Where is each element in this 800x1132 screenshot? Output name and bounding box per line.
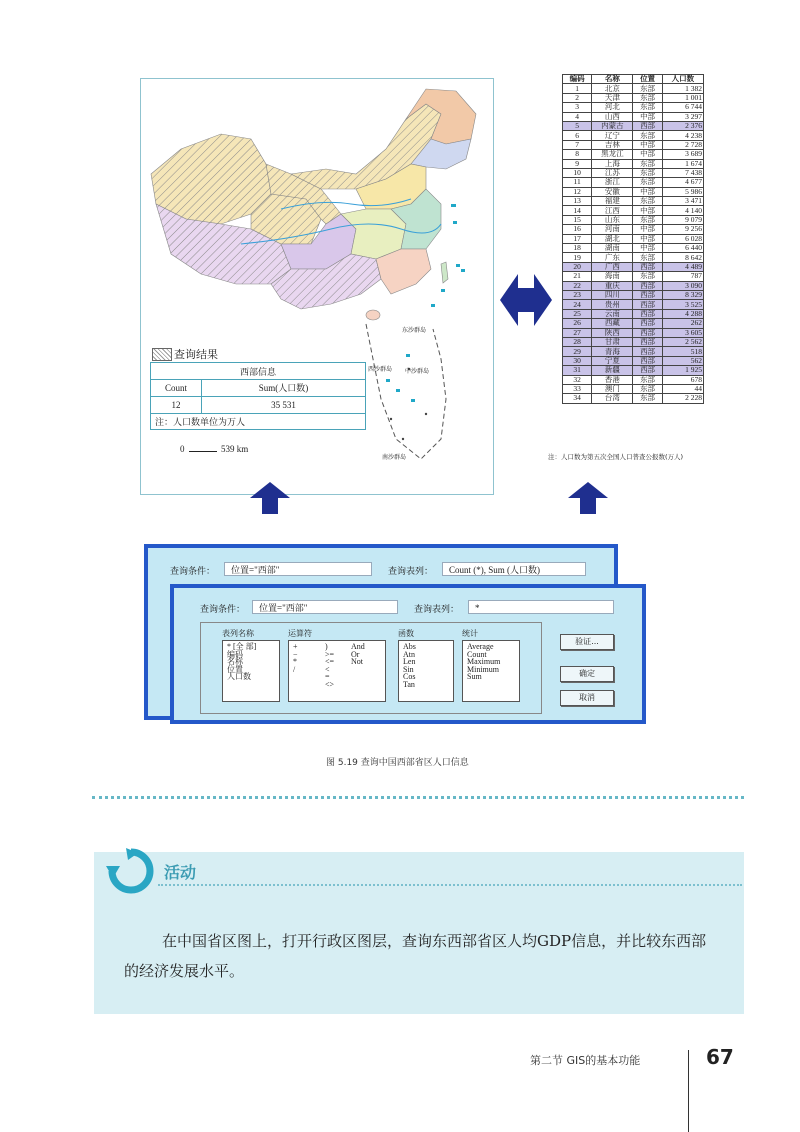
page-number: 67 bbox=[706, 1045, 734, 1069]
header-position: 位置 bbox=[633, 75, 662, 84]
operator-item[interactable]: < bbox=[325, 664, 330, 674]
table-row bbox=[563, 309, 704, 318]
column-item-position[interactable]: 位置 bbox=[227, 664, 243, 674]
cell-name: 广东 bbox=[592, 253, 633, 262]
cell-name: 四川 bbox=[592, 290, 633, 299]
cell-code: 25 bbox=[563, 309, 592, 318]
result-header-count: Count bbox=[151, 380, 202, 396]
cell-code: 1 bbox=[563, 84, 592, 93]
table-row bbox=[563, 187, 704, 196]
table-row bbox=[563, 337, 704, 346]
cell-population: 2 228 bbox=[662, 394, 703, 403]
cell-code: 8 bbox=[563, 150, 592, 159]
column-item-name[interactable]: 名称 bbox=[227, 657, 243, 667]
cell-code: 18 bbox=[563, 244, 592, 253]
table-row bbox=[563, 168, 704, 177]
cell-code: 4 bbox=[563, 112, 592, 121]
cell-population: 3 689 bbox=[662, 150, 703, 159]
operator-item[interactable]: − bbox=[293, 649, 298, 659]
cell-position: 中部 bbox=[633, 225, 662, 234]
cell-code: 16 bbox=[563, 225, 592, 234]
cell-position: 东部 bbox=[633, 131, 662, 140]
cell-code: 13 bbox=[563, 197, 592, 206]
island-label-xisha: 西沙群岛 bbox=[368, 366, 393, 373]
legend-label: 查询结果 bbox=[174, 348, 218, 361]
cell-population: 562 bbox=[662, 356, 703, 365]
cell-population: 1 382 bbox=[662, 84, 703, 93]
cell-population: 1 674 bbox=[662, 159, 703, 168]
cell-code: 32 bbox=[563, 375, 592, 384]
cell-name: 广西 bbox=[592, 262, 633, 271]
cell-position: 东部 bbox=[633, 93, 662, 102]
up-arrow-left-icon bbox=[250, 482, 290, 514]
cell-population: 9 079 bbox=[662, 215, 703, 224]
operator-item[interactable]: + bbox=[293, 642, 298, 651]
result-header-sum: Sum(人口数) bbox=[258, 383, 309, 393]
cell-code: 23 bbox=[563, 290, 592, 299]
cell-population: 8 642 bbox=[662, 253, 703, 262]
table-row bbox=[563, 150, 704, 159]
cell-name: 山西 bbox=[592, 112, 633, 121]
section-divider bbox=[92, 796, 744, 799]
back-columns-label: 查询表列： bbox=[388, 567, 434, 577]
cell-name: 重庆 bbox=[592, 281, 633, 290]
cell-name: 山东 bbox=[592, 215, 633, 224]
cell-name: 安徽 bbox=[592, 187, 633, 196]
cell-code: 2 bbox=[563, 93, 592, 102]
result-value-row bbox=[151, 397, 365, 414]
cell-population: 262 bbox=[662, 319, 703, 328]
operator-item[interactable]: <= bbox=[325, 657, 335, 667]
cell-position: 东部 bbox=[633, 84, 662, 93]
cell-position: 东部 bbox=[633, 178, 662, 187]
cell-code: 5 bbox=[563, 121, 592, 130]
stat-item[interactable]: Sum bbox=[467, 672, 482, 682]
cell-position: 东部 bbox=[633, 394, 662, 403]
operators-col1 bbox=[293, 643, 298, 673]
cell-name: 浙江 bbox=[592, 178, 633, 187]
query-result-table bbox=[150, 362, 366, 430]
cell-name: 辽宁 bbox=[592, 131, 633, 140]
cell-name: 青海 bbox=[592, 347, 633, 356]
table-row bbox=[563, 206, 704, 215]
column-item-code[interactable]: 编码 bbox=[227, 649, 243, 659]
cell-population: 6 744 bbox=[662, 103, 703, 112]
cell-name: 云南 bbox=[592, 309, 633, 318]
table-row bbox=[563, 84, 704, 93]
stat-item[interactable]: Average bbox=[467, 642, 494, 651]
table-row bbox=[563, 262, 704, 271]
cell-name: 海南 bbox=[592, 272, 633, 281]
function-item[interactable]: Tan bbox=[403, 679, 415, 689]
scale-end: 539 km bbox=[221, 444, 249, 454]
cell-code: 31 bbox=[563, 366, 592, 375]
cell-population: 1 925 bbox=[662, 366, 703, 375]
cell-code: 9 bbox=[563, 159, 592, 168]
cell-name: 黑龙江 bbox=[592, 150, 633, 159]
cell-population: 5 986 bbox=[662, 187, 703, 196]
cell-name: 西藏 bbox=[592, 319, 633, 328]
island-label-dongsha: 东沙群岛 bbox=[402, 327, 427, 334]
operators-col2 bbox=[325, 643, 334, 689]
cell-code: 30 bbox=[563, 356, 592, 365]
cell-position: 西部 bbox=[633, 309, 662, 318]
cell-name: 上海 bbox=[592, 159, 633, 168]
cell-code: 11 bbox=[563, 178, 592, 187]
column-item-population[interactable]: 人口数 bbox=[227, 672, 251, 682]
result-title: 西部信息 bbox=[151, 363, 365, 380]
verify-button[interactable]: 验证... bbox=[560, 634, 614, 650]
table-row bbox=[563, 394, 704, 403]
function-item[interactable]: Len bbox=[403, 657, 416, 667]
cell-position: 东部 bbox=[633, 375, 662, 384]
cell-population: 6 440 bbox=[662, 244, 703, 253]
front-condition-input[interactable]: 位置="西部" bbox=[252, 600, 398, 614]
cell-position: 西部 bbox=[633, 281, 662, 290]
cell-position: 西部 bbox=[633, 347, 662, 356]
cell-position: 西部 bbox=[633, 319, 662, 328]
result-header-row bbox=[151, 380, 365, 397]
cell-position: 西部 bbox=[633, 366, 662, 375]
cell-position: 东部 bbox=[633, 215, 662, 224]
cell-name: 贵州 bbox=[592, 300, 633, 309]
cell-name: 甘肃 bbox=[592, 337, 633, 346]
cell-code: 24 bbox=[563, 300, 592, 309]
operator-item[interactable]: = bbox=[325, 672, 330, 682]
china-map-graphic bbox=[141, 79, 493, 494]
back-condition-input[interactable]: 位置="西部" bbox=[224, 562, 372, 576]
double-arrow-icon bbox=[500, 270, 552, 330]
cell-name: 河南 bbox=[592, 225, 633, 234]
table-row bbox=[563, 347, 704, 356]
table-row bbox=[563, 178, 704, 187]
table-row bbox=[563, 215, 704, 224]
back-columns-input[interactable]: Count (*), Sum (人口数) bbox=[442, 562, 586, 576]
header-name: 名称 bbox=[592, 75, 633, 84]
operator-item[interactable]: * bbox=[293, 657, 297, 667]
table-row bbox=[563, 121, 704, 130]
cell-position: 西部 bbox=[633, 262, 662, 271]
figure-caption: 图 5.19 查询中国西部省区人口信息 bbox=[326, 758, 469, 768]
cell-population: 4 288 bbox=[662, 309, 703, 318]
table-row bbox=[563, 290, 704, 299]
columns-list[interactable] bbox=[222, 640, 280, 702]
front-condition-label: 查询条件： bbox=[200, 605, 246, 615]
cell-code: 20 bbox=[563, 262, 592, 271]
cell-position: 东部 bbox=[633, 272, 662, 281]
stat-item[interactable]: Maximum bbox=[467, 657, 501, 667]
up-arrow-right-icon bbox=[568, 482, 608, 514]
stats-list[interactable] bbox=[462, 640, 520, 702]
header-code: 编码 bbox=[563, 75, 592, 84]
table-row bbox=[563, 234, 704, 243]
cell-population: 4 489 bbox=[662, 262, 703, 271]
cell-population: 1 001 bbox=[662, 93, 703, 102]
table-row bbox=[563, 319, 704, 328]
cell-population: 3 297 bbox=[662, 112, 703, 121]
functions-list-header: 函数 bbox=[398, 629, 414, 638]
cell-name: 江苏 bbox=[592, 168, 633, 177]
cell-position: 中部 bbox=[633, 140, 662, 149]
front-columns-label: 查询表列： bbox=[414, 605, 460, 615]
cell-position: 东部 bbox=[633, 168, 662, 177]
table-row bbox=[563, 356, 704, 365]
table-row bbox=[563, 131, 704, 140]
table-row bbox=[563, 328, 704, 337]
cell-population: 9 256 bbox=[662, 225, 703, 234]
cell-position: 西部 bbox=[633, 356, 662, 365]
cell-population: 518 bbox=[662, 347, 703, 356]
cell-name: 澳门 bbox=[592, 384, 633, 393]
cell-position: 西部 bbox=[633, 290, 662, 299]
table-row bbox=[563, 197, 704, 206]
operator-item[interactable]: Not bbox=[351, 657, 363, 667]
stat-item[interactable]: Minimum bbox=[467, 664, 500, 674]
cell-code: 12 bbox=[563, 187, 592, 196]
cell-population: 6 028 bbox=[662, 234, 703, 243]
table-row bbox=[563, 225, 704, 234]
cell-name: 陕西 bbox=[592, 328, 633, 337]
cell-code: 27 bbox=[563, 328, 592, 337]
operator-item[interactable]: And bbox=[351, 642, 365, 651]
scale-line bbox=[189, 451, 217, 452]
stat-item[interactable]: Count bbox=[467, 649, 487, 659]
cell-code: 22 bbox=[563, 281, 592, 290]
cell-population: 3 525 bbox=[662, 300, 703, 309]
cell-name: 天津 bbox=[592, 93, 633, 102]
cell-name: 内蒙古 bbox=[592, 121, 633, 130]
scale-start: 0 bbox=[180, 444, 185, 454]
cell-name: 新疆 bbox=[592, 366, 633, 375]
cell-population: 7 438 bbox=[662, 168, 703, 177]
cell-name: 河北 bbox=[592, 103, 633, 112]
activity-text: 在中国省区图上，打开行政区图层，查询东西部省区人均GDP信息，并比较东西部的经济发展水平。 bbox=[124, 932, 707, 980]
cell-name: 吉林 bbox=[592, 140, 633, 149]
cell-name: 宁夏 bbox=[592, 356, 633, 365]
stats-list-header: 统计 bbox=[462, 629, 478, 638]
cell-population: 4 677 bbox=[662, 178, 703, 187]
table-row bbox=[563, 366, 704, 375]
footer-section-title: 第二节 GIS的基本功能 bbox=[530, 1054, 641, 1067]
cell-position: 东部 bbox=[633, 103, 662, 112]
front-columns-input[interactable]: * bbox=[468, 600, 614, 614]
table-row bbox=[563, 159, 704, 168]
footer-rule bbox=[688, 1050, 689, 1132]
cancel-button[interactable]: 取消 bbox=[560, 690, 614, 706]
cell-population: 3 605 bbox=[662, 328, 703, 337]
activity-title: 活动 bbox=[164, 863, 197, 882]
china-map-panel bbox=[140, 78, 494, 495]
table-row bbox=[563, 253, 704, 262]
columns-list-header: 表列名称 bbox=[222, 629, 254, 638]
cell-code: 19 bbox=[563, 253, 592, 262]
island-label-zhongsha: 中沙群岛 bbox=[405, 368, 430, 375]
table-row bbox=[563, 103, 704, 112]
back-condition-label: 查询条件： bbox=[170, 567, 216, 577]
cell-code: 14 bbox=[563, 206, 592, 215]
activity-title-rule bbox=[158, 884, 742, 886]
cell-name: 湖南 bbox=[592, 244, 633, 253]
cell-population: 678 bbox=[662, 375, 703, 384]
cell-code: 29 bbox=[563, 347, 592, 356]
cell-name: 江西 bbox=[592, 206, 633, 215]
cell-population: 2 562 bbox=[662, 337, 703, 346]
table-row bbox=[563, 112, 704, 121]
cell-code: 7 bbox=[563, 140, 592, 149]
cell-position: 中部 bbox=[633, 234, 662, 243]
table-row bbox=[563, 384, 704, 393]
cell-position: 东部 bbox=[633, 197, 662, 206]
result-sum-value: 35 531 bbox=[271, 400, 296, 410]
cell-code: 33 bbox=[563, 384, 592, 393]
cell-population: 4 140 bbox=[662, 206, 703, 215]
activity-cycle-icon bbox=[104, 848, 158, 894]
cell-code: 21 bbox=[563, 272, 592, 281]
operators-col3 bbox=[351, 643, 365, 666]
cell-position: 东部 bbox=[633, 159, 662, 168]
function-item[interactable]: Sin bbox=[403, 664, 414, 674]
cell-population: 2 376 bbox=[662, 121, 703, 130]
function-item[interactable]: Abs bbox=[403, 642, 416, 651]
result-count-value: 12 bbox=[151, 397, 202, 413]
operator-item[interactable]: / bbox=[293, 664, 296, 674]
population-table bbox=[562, 74, 704, 404]
operator-item[interactable]: >= bbox=[325, 649, 335, 659]
cell-position: 中部 bbox=[633, 187, 662, 196]
table-row bbox=[563, 244, 704, 253]
cell-position: 东部 bbox=[633, 253, 662, 262]
table-row bbox=[563, 281, 704, 290]
cell-code: 28 bbox=[563, 337, 592, 346]
cell-name: 香港 bbox=[592, 375, 633, 384]
population-table-header bbox=[563, 75, 704, 84]
cell-population: 3 090 bbox=[662, 281, 703, 290]
cell-code: 17 bbox=[563, 234, 592, 243]
query-dialog-front bbox=[170, 584, 646, 724]
cell-code: 34 bbox=[563, 394, 592, 403]
result-note: 注：人口数单位为万人 bbox=[155, 417, 246, 427]
legend-swatch bbox=[152, 348, 172, 361]
column-item-all[interactable]: * [全 部] bbox=[227, 642, 257, 651]
cell-population: 44 bbox=[662, 384, 703, 393]
table-row bbox=[563, 140, 704, 149]
cell-position: 中部 bbox=[633, 112, 662, 121]
functions-list[interactable] bbox=[398, 640, 454, 702]
function-item[interactable]: Cos bbox=[403, 672, 416, 682]
cell-name: 湖北 bbox=[592, 234, 633, 243]
cell-name: 北京 bbox=[592, 84, 633, 93]
operator-item[interactable]: ) bbox=[325, 642, 328, 651]
cell-position: 西部 bbox=[633, 121, 662, 130]
ok-button[interactable]: 确定 bbox=[560, 666, 614, 682]
island-label-nansha: 南沙群岛 bbox=[382, 454, 407, 461]
operator-item[interactable]: <> bbox=[325, 679, 335, 689]
table-row bbox=[563, 272, 704, 281]
population-table-note: 注：人口数为第五次全国人口普查公报数(万人) bbox=[548, 453, 684, 461]
cell-population: 2 728 bbox=[662, 140, 703, 149]
operators-list-header: 运算符 bbox=[288, 629, 312, 638]
cell-position: 东部 bbox=[633, 384, 662, 393]
cell-population: 787 bbox=[662, 272, 703, 281]
cell-position: 西部 bbox=[633, 328, 662, 337]
cell-position: 中部 bbox=[633, 206, 662, 215]
cell-code: 15 bbox=[563, 215, 592, 224]
operators-list[interactable] bbox=[288, 640, 386, 702]
cell-position: 西部 bbox=[633, 300, 662, 309]
cell-position: 中部 bbox=[633, 150, 662, 159]
table-row bbox=[563, 93, 704, 102]
operator-item[interactable]: Or bbox=[351, 649, 360, 659]
scale-bar bbox=[180, 444, 248, 454]
table-row bbox=[563, 375, 704, 384]
cell-code: 6 bbox=[563, 131, 592, 140]
cell-population: 8 329 bbox=[662, 290, 703, 299]
cell-name: 台湾 bbox=[592, 394, 633, 403]
cell-name: 福建 bbox=[592, 197, 633, 206]
cell-population: 3 471 bbox=[662, 197, 703, 206]
cell-position: 西部 bbox=[633, 337, 662, 346]
header-population: 人口数 bbox=[662, 75, 703, 84]
cell-code: 26 bbox=[563, 319, 592, 328]
cell-population: 4 238 bbox=[662, 131, 703, 140]
table-row bbox=[563, 300, 704, 309]
function-item[interactable]: Atn bbox=[403, 649, 415, 659]
cell-position: 中部 bbox=[633, 244, 662, 253]
cell-code: 3 bbox=[563, 103, 592, 112]
cell-code: 10 bbox=[563, 168, 592, 177]
